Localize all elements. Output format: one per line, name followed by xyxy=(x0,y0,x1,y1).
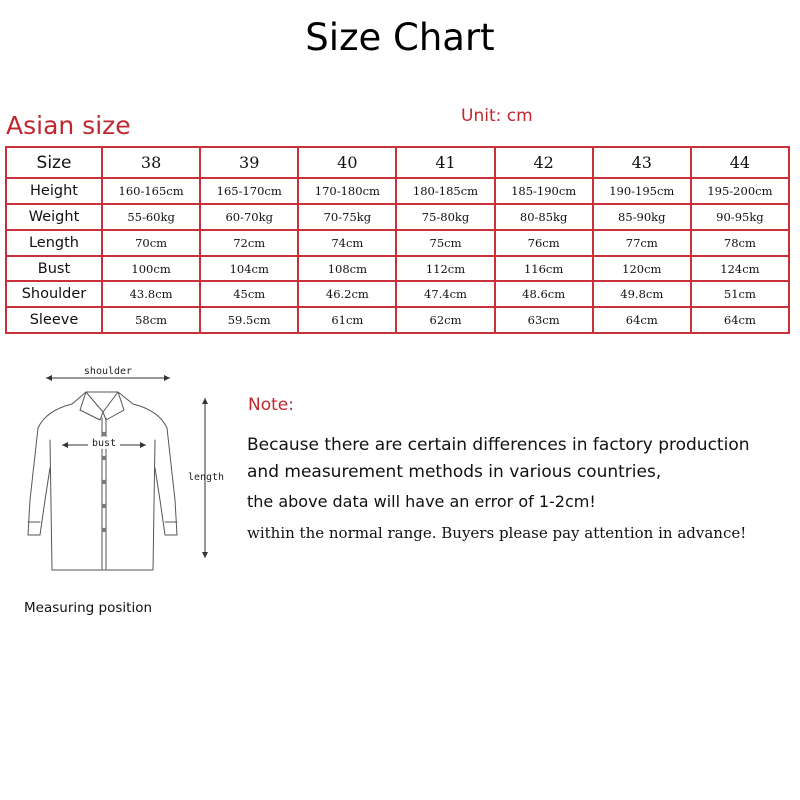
table-cell: 58cm xyxy=(102,307,200,333)
note-line: Because there are certain differences in factory production xyxy=(247,435,750,455)
table-cell: 124cm xyxy=(691,256,789,282)
table-cell: 80-85kg xyxy=(495,204,593,230)
table-row xyxy=(6,230,789,256)
size-cell: 43 xyxy=(593,147,691,178)
table-cell: 45cm xyxy=(200,281,298,307)
size-cell: 38 xyxy=(102,147,200,178)
row-label: Weight xyxy=(6,204,102,230)
table-cell: 59.5cm xyxy=(200,307,298,333)
measure-arrows xyxy=(46,375,208,558)
size-cell: 42 xyxy=(495,147,593,178)
table-cell: 76cm xyxy=(495,230,593,256)
table-cell: 160-165cm xyxy=(102,178,200,204)
size-cell: 40 xyxy=(298,147,396,178)
table-row xyxy=(6,204,789,230)
row-label: Shoulder xyxy=(6,281,102,307)
table-cell: 116cm xyxy=(495,256,593,282)
row-label: Sleeve xyxy=(6,307,102,333)
table-cell: 190-195cm xyxy=(593,178,691,204)
table-row xyxy=(6,307,789,333)
table-cell: 61cm xyxy=(298,307,396,333)
table-cell: 78cm xyxy=(691,230,789,256)
table-row xyxy=(6,178,789,204)
table-cell: 104cm xyxy=(200,256,298,282)
table-cell: 195-200cm xyxy=(691,178,789,204)
table-cell: 112cm xyxy=(396,256,494,282)
table-cell: 100cm xyxy=(102,256,200,282)
table-cell: 63cm xyxy=(495,307,593,333)
table-row xyxy=(6,281,789,307)
table-cell: 185-190cm xyxy=(495,178,593,204)
table-cell: 51cm xyxy=(691,281,789,307)
table-cell: 60-70kg xyxy=(200,204,298,230)
bust-label: bust xyxy=(91,438,117,449)
table-cell: 120cm xyxy=(593,256,691,282)
table-cell: 55-60kg xyxy=(102,204,200,230)
size-header-row xyxy=(6,147,789,178)
note-title: Note: xyxy=(248,395,294,415)
table-cell: 85-90kg xyxy=(593,204,691,230)
row-label: Length xyxy=(6,230,102,256)
table-cell: 64cm xyxy=(593,307,691,333)
length-label: length xyxy=(187,472,225,483)
table-cell: 75cm xyxy=(396,230,494,256)
table-cell: 72cm xyxy=(200,230,298,256)
table-row xyxy=(6,256,789,282)
note-line: and measurement methods in various countries, xyxy=(247,462,662,482)
table-cell: 64cm xyxy=(691,307,789,333)
shoulder-label: shoulder xyxy=(83,366,133,377)
table-cell: 62cm xyxy=(396,307,494,333)
header-label: Size xyxy=(6,147,102,178)
size-table xyxy=(5,146,790,334)
size-cell: 41 xyxy=(396,147,494,178)
table-cell: 43.8cm xyxy=(102,281,200,307)
table-cell: 108cm xyxy=(298,256,396,282)
table-cell: 46.2cm xyxy=(298,281,396,307)
table-cell: 77cm xyxy=(593,230,691,256)
unit-label: Unit: cm xyxy=(461,106,533,126)
table-cell: 170-180cm xyxy=(298,178,396,204)
diagram-caption: Measuring position xyxy=(24,600,153,616)
region-label: Asian size xyxy=(6,111,131,140)
shirt-diagram-icon xyxy=(14,356,246,588)
table-cell: 70-75kg xyxy=(298,204,396,230)
size-cell: 39 xyxy=(200,147,298,178)
row-label: Bust xyxy=(6,256,102,282)
row-label: Height xyxy=(6,178,102,204)
page-title: Size Chart xyxy=(305,16,495,59)
table-cell: 47.4cm xyxy=(396,281,494,307)
table-cell: 70cm xyxy=(102,230,200,256)
table-cell: 75-80kg xyxy=(396,204,494,230)
table-cell: 74cm xyxy=(298,230,396,256)
table-cell: 180-185cm xyxy=(396,178,494,204)
table-cell: 165-170cm xyxy=(200,178,298,204)
note-line: the above data will have an error of 1-2cm! xyxy=(247,492,596,511)
note-line: within the normal range. Buyers please pay attention in advance! xyxy=(247,524,747,542)
table-cell: 49.8cm xyxy=(593,281,691,307)
table-cell: 90-95kg xyxy=(691,204,789,230)
table-cell: 48.6cm xyxy=(495,281,593,307)
size-cell: 44 xyxy=(691,147,789,178)
